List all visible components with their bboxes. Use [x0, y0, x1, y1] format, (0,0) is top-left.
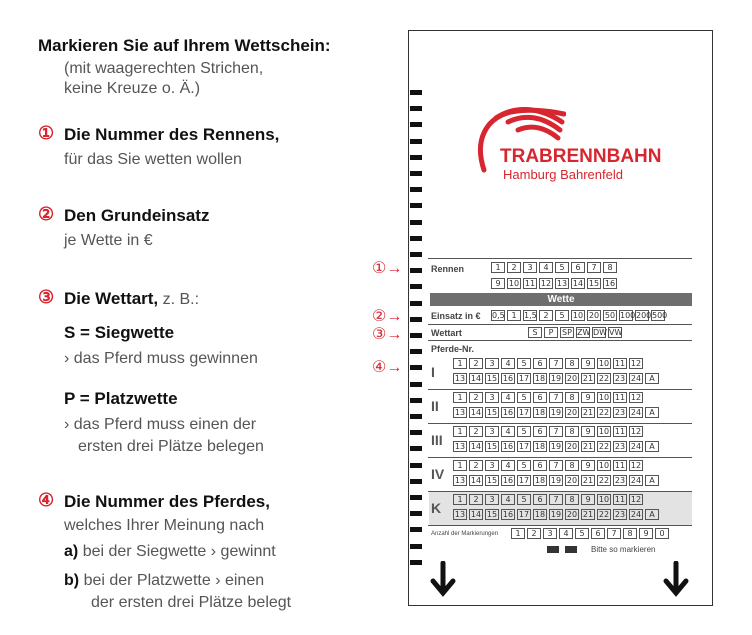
pferde-box[interactable]: 8 — [565, 460, 579, 471]
timing-mark — [410, 365, 422, 370]
pferde-box[interactable]: 18 — [534, 442, 546, 451]
pferde-box[interactable]: 17 — [518, 442, 530, 451]
divider — [428, 525, 692, 526]
pferde-box[interactable]: 15 — [486, 408, 498, 417]
intro-title: Markieren Sie auf Ihrem Wettschein: — [38, 36, 331, 55]
platzwette-key: P = — [64, 389, 95, 408]
pferde-box[interactable]: 15 — [486, 374, 498, 383]
wette-header: Wette — [430, 293, 692, 306]
pferde-box[interactable]: 7 — [549, 358, 563, 369]
pferde-row — [453, 358, 643, 369]
wettart-box[interactable]: ZW — [577, 328, 591, 337]
timing-mark — [410, 430, 422, 435]
group-label: K — [431, 500, 442, 516]
rennen-box[interactable]: 10 — [508, 279, 520, 288]
rennen-box[interactable]: 8 — [603, 262, 617, 273]
pferde-box[interactable]: 17 — [518, 510, 530, 519]
step4-option-b — [64, 572, 264, 590]
marker-4: ④→ — [372, 359, 403, 376]
pferde-box[interactable]: 16 — [502, 442, 514, 451]
marker-3: ③→ — [372, 326, 403, 343]
pferde-box[interactable]: 6 — [533, 426, 547, 437]
divider — [428, 457, 692, 458]
pferde-box[interactable]: 17 — [518, 476, 530, 485]
wettart-box[interactable]: DW — [593, 328, 608, 337]
anzahl-box[interactable]: 3 — [543, 528, 557, 539]
pferde-row — [453, 426, 643, 437]
step3-heading — [64, 289, 199, 309]
pferde-box[interactable]: 1 — [453, 426, 467, 437]
hint-text: Bitte so markieren — [591, 545, 656, 554]
pferde-box[interactable]: 16 — [502, 408, 514, 417]
rennen-box[interactable]: 5 — [555, 262, 569, 273]
divider — [428, 324, 692, 325]
marker-1: ①→ — [372, 260, 403, 277]
timing-mark — [410, 90, 422, 95]
pferde-box[interactable]: 3 — [485, 460, 499, 471]
pferde-box[interactable]: 14 — [470, 408, 482, 417]
rennen-box[interactable]: 7 — [587, 262, 601, 273]
pferde-box[interactable]: 4 — [501, 392, 515, 403]
platzwette-desc2: ersten drei Plätze belegen — [78, 438, 264, 455]
pferde-box[interactable]: 12 — [630, 461, 642, 470]
step3-title: Die Wettart, — [64, 289, 159, 308]
timing-mark — [410, 349, 422, 354]
pferde-box[interactable]: 7 — [549, 392, 563, 403]
step3-number: ③ — [38, 287, 55, 307]
pferde-box[interactable]: 4 — [501, 494, 515, 505]
pferde-box[interactable]: 13 — [454, 408, 466, 417]
pferde-row — [453, 373, 659, 384]
timing-mark — [410, 171, 422, 176]
timing-mark — [410, 139, 422, 144]
pferde-box[interactable]: 9 — [581, 426, 595, 437]
anzahl-row — [511, 528, 669, 539]
pferde-box[interactable]: 1 — [453, 392, 467, 403]
down-arrow-icon — [430, 561, 456, 597]
pferde-box[interactable]: 18 — [534, 408, 546, 417]
pferde-box[interactable]: 23 — [614, 476, 626, 485]
anzahl-box[interactable]: 0 — [655, 528, 669, 539]
einsatz-label: Einsatz in € — [431, 311, 481, 321]
pferde-box[interactable]: 23 — [614, 408, 626, 417]
pferde-box[interactable]: 16 — [502, 510, 514, 519]
anzahl-box[interactable]: 4 — [559, 528, 573, 539]
pferde-box[interactable]: 4 — [501, 426, 515, 437]
divider — [428, 423, 692, 424]
pferde-row — [453, 407, 659, 418]
pferde-row — [453, 441, 659, 452]
sample-mark — [547, 546, 559, 553]
rennen-box[interactable]: 12 — [540, 279, 552, 288]
siegwette-label — [64, 323, 174, 343]
pferde-box[interactable]: 21 — [582, 408, 594, 417]
divider — [428, 389, 692, 390]
pferde-box[interactable]: 12 — [630, 393, 642, 402]
wettart-box[interactable]: P — [544, 327, 558, 338]
pferde-box[interactable]: 5 — [517, 358, 531, 369]
pferde-box[interactable]: 10 — [598, 359, 610, 368]
pferde-box[interactable]: 1 — [453, 494, 467, 505]
pferde-box[interactable]: 3 — [485, 494, 499, 505]
pferde-box[interactable]: 7 — [549, 460, 563, 471]
timing-mark — [410, 495, 422, 500]
pferde-box[interactable]: 3 — [485, 358, 499, 369]
pferde-box[interactable]: 15 — [486, 476, 498, 485]
timing-mark — [410, 187, 422, 192]
pferde-box[interactable]: 11 — [614, 495, 626, 504]
pferde-box[interactable]: 13 — [454, 510, 466, 519]
step4-title: Die Nummer des Pferdes, — [64, 492, 270, 511]
pferde-box[interactable]: 22 — [598, 510, 610, 519]
divider — [428, 340, 692, 341]
pferde-box[interactable]: 20 — [566, 374, 578, 383]
pferde-box[interactable]: 20 — [566, 408, 578, 417]
pferde-box[interactable]: 19 — [550, 476, 562, 485]
step4-option-a — [64, 543, 276, 561]
pferde-box[interactable]: 24 — [630, 374, 642, 383]
rennen-box[interactable]: 11 — [524, 279, 536, 288]
pferde-row — [453, 494, 643, 505]
pferde-box[interactable]: 23 — [614, 442, 626, 451]
pferde-box[interactable]: A — [645, 475, 659, 486]
siegwette-desc: › das Pferd muss gewinnen — [64, 350, 258, 367]
pferde-box[interactable]: 9 — [581, 392, 595, 403]
option-a-text: bei der Siegwette › gewinnt — [82, 543, 276, 560]
pferde-box[interactable]: 2 — [469, 460, 483, 471]
pferde-box[interactable]: 21 — [582, 442, 594, 451]
step1-number: ① — [38, 123, 55, 143]
pferde-box[interactable]: 11 — [614, 359, 626, 368]
pferde-box[interactable]: 3 — [485, 392, 499, 403]
step3-title-suffix: z. B.: — [162, 291, 200, 308]
option-b-key: b) — [64, 572, 80, 589]
sample-mark — [565, 546, 577, 553]
pferde-box[interactable]: 18 — [534, 476, 546, 485]
timing-mark — [410, 382, 422, 387]
pferde-row — [453, 460, 643, 471]
rennen-box[interactable]: 1 — [491, 262, 505, 273]
timing-mark — [410, 333, 422, 338]
step4-desc: welches Ihrer Meinung nach — [64, 517, 265, 534]
einsatz-box[interactable]: 20 — [588, 311, 600, 320]
group-label: III — [431, 432, 443, 448]
pferde-box[interactable]: 15 — [486, 510, 498, 519]
pferde-box[interactable]: 24 — [630, 476, 642, 485]
rennen-box[interactable]: 13 — [556, 279, 568, 288]
einsatz-box[interactable]: 200 — [636, 311, 652, 320]
pferde-box[interactable]: 6 — [533, 358, 547, 369]
step4-number: ④ — [38, 490, 55, 510]
pferde-box[interactable]: 7 — [549, 494, 563, 505]
step1-desc: für das Sie wetten wollen — [64, 151, 242, 168]
timing-mark — [410, 544, 422, 549]
timing-mark — [410, 155, 422, 160]
logo-title: TRABRENNBAHN — [500, 146, 662, 167]
pferde-box[interactable]: 12 — [630, 427, 642, 436]
pferde-box[interactable]: 10 — [598, 461, 610, 470]
pferde-box[interactable]: 6 — [533, 460, 547, 471]
timing-mark — [410, 317, 422, 322]
pferde-box[interactable]: 1 — [453, 460, 467, 471]
rennen-box[interactable]: 4 — [539, 262, 553, 273]
pferde-box[interactable]: 20 — [566, 510, 578, 519]
pferde-box[interactable]: 22 — [598, 408, 610, 417]
pferde-box[interactable]: 16 — [502, 476, 514, 485]
rennen-box[interactable]: 3 — [523, 262, 537, 273]
pferde-box[interactable]: 23 — [614, 374, 626, 383]
pferde-box[interactable]: 15 — [486, 442, 498, 451]
einsatz-row — [491, 310, 668, 321]
rennen-box[interactable]: 15 — [588, 279, 600, 288]
einsatz-box[interactable]: 100 — [620, 311, 636, 320]
pferde-box[interactable]: 14 — [470, 510, 482, 519]
pferde-box[interactable]: 16 — [502, 374, 514, 383]
timing-mark — [410, 122, 422, 127]
pferde-box[interactable]: 6 — [533, 494, 547, 505]
pferde-box[interactable]: 22 — [598, 442, 610, 451]
pferde-box[interactable]: A — [645, 509, 659, 520]
pferde-box[interactable]: 14 — [470, 476, 482, 485]
pferde-box[interactable]: 13 — [454, 374, 466, 383]
pferde-box[interactable]: A — [645, 407, 659, 418]
pferde-box[interactable]: 22 — [598, 374, 610, 383]
einsatz-box[interactable]: 0,5 — [492, 311, 505, 320]
pferde-box[interactable]: 11 — [614, 427, 626, 436]
pferde-box[interactable]: 19 — [550, 374, 562, 383]
platzwette-value: Platzwette — [94, 389, 178, 408]
pferde-box[interactable]: A — [645, 373, 659, 384]
pferde-box[interactable]: 22 — [598, 476, 610, 485]
marker-2: ②→ — [372, 308, 403, 325]
pferde-box[interactable]: 1 — [453, 358, 467, 369]
rennen-box[interactable]: 14 — [572, 279, 584, 288]
einsatz-box[interactable]: 5 — [555, 310, 569, 321]
rennen-label: Rennen — [431, 264, 465, 274]
pferde-box[interactable]: 21 — [582, 510, 594, 519]
timing-mark — [410, 414, 422, 419]
anzahl-box[interactable]: 9 — [639, 528, 653, 539]
group-label: I — [431, 364, 435, 380]
timing-mark — [410, 236, 422, 241]
pferde-box[interactable]: 17 — [518, 374, 530, 383]
logo-subtitle: Hamburg Bahrenfeld — [503, 167, 623, 182]
pferde-box[interactable]: A — [645, 441, 659, 452]
wettart-box[interactable]: SP — [560, 327, 574, 338]
einsatz-box[interactable]: 2 — [539, 310, 553, 321]
pferde-box[interactable]: 18 — [534, 374, 546, 383]
pferde-box[interactable]: 12 — [630, 495, 642, 504]
anzahl-box[interactable]: 2 — [527, 528, 541, 539]
timing-mark — [410, 106, 422, 111]
intro-sub2: keine Kreuze o. Ä.) — [64, 80, 201, 97]
timing-mark — [410, 527, 422, 532]
down-arrow-icon — [663, 561, 689, 597]
rennen-row-1 — [491, 262, 617, 273]
pferde-box[interactable]: 4 — [501, 460, 515, 471]
option-a-key: a) — [64, 543, 79, 560]
pferde-box[interactable]: 10 — [598, 427, 610, 436]
anzahl-box[interactable]: 7 — [607, 528, 621, 539]
pferde-box[interactable]: 10 — [598, 393, 610, 402]
rennen-box[interactable]: 6 — [571, 262, 585, 273]
timing-mark — [410, 301, 422, 306]
pferde-box[interactable]: 8 — [565, 392, 579, 403]
pferde-box[interactable]: 5 — [517, 392, 531, 403]
platzwette-label — [64, 389, 178, 409]
group-label: IV — [431, 466, 445, 482]
step2-number: ② — [38, 204, 55, 224]
anzahl-box[interactable]: 1 — [511, 528, 525, 539]
pferde-box[interactable]: 3 — [485, 426, 499, 437]
timing-mark — [410, 560, 422, 565]
pferde-box[interactable]: 11 — [614, 461, 626, 470]
group-label: II — [431, 398, 439, 414]
pferde-box[interactable]: 9 — [581, 358, 595, 369]
pferde-box[interactable]: 19 — [550, 408, 562, 417]
pferde-box[interactable]: 19 — [550, 442, 562, 451]
pferde-box[interactable]: 8 — [565, 426, 579, 437]
pferde-box[interactable]: 8 — [565, 494, 579, 505]
step1-title: Die Nummer des Rennens, — [64, 125, 280, 144]
pferde-box[interactable]: 19 — [550, 510, 562, 519]
anzahl-box[interactable]: 5 — [575, 528, 589, 539]
pferde-box[interactable]: 24 — [630, 510, 642, 519]
wettart-box[interactable]: VW — [609, 328, 623, 337]
pferde-box[interactable]: 5 — [517, 494, 531, 505]
wettart-row — [528, 327, 622, 338]
wettart-label: Wettart — [431, 328, 462, 338]
pferde-row — [453, 392, 643, 403]
pferde-row — [453, 509, 659, 520]
divider — [428, 258, 692, 259]
timing-mark — [410, 252, 422, 257]
step2-title: Den Grundeinsatz — [64, 206, 210, 225]
timing-mark — [410, 203, 422, 208]
pferde-box[interactable]: 11 — [614, 393, 626, 402]
step2-desc: je Wette in € — [64, 232, 153, 249]
pferde-box[interactable]: 9 — [581, 460, 595, 471]
timing-mark — [410, 398, 422, 403]
rennen-box[interactable]: 9 — [491, 278, 505, 289]
timing-mark — [410, 284, 422, 289]
pferde-box[interactable]: 12 — [630, 359, 642, 368]
pferde-box[interactable]: 9 — [581, 494, 595, 505]
rennen-box[interactable]: 16 — [604, 279, 616, 288]
pferde-box[interactable]: 14 — [470, 442, 482, 451]
anzahl-label: Anzahl der Markierungen — [431, 531, 499, 537]
timing-mark — [410, 463, 422, 468]
wettart-box[interactable]: S — [528, 327, 542, 338]
rennen-row-2 — [491, 278, 617, 289]
pferde-box[interactable]: 2 — [469, 358, 483, 369]
pferde-box[interactable]: 24 — [630, 442, 642, 451]
rennen-box[interactable]: 2 — [507, 262, 521, 273]
pferde-box[interactable]: 2 — [469, 494, 483, 505]
pferde-box[interactable]: 7 — [549, 426, 563, 437]
einsatz-box[interactable]: 50 — [604, 311, 616, 320]
timing-mark — [410, 511, 422, 516]
einsatz-box[interactable]: 500 — [652, 311, 668, 320]
pferde-box[interactable]: 10 — [598, 495, 610, 504]
pferde-label: Pferde-Nr. — [431, 344, 475, 354]
siegwette-value: Siegwette — [94, 323, 175, 342]
pferde-box[interactable]: 2 — [469, 392, 483, 403]
einsatz-box[interactable]: 1 — [507, 310, 521, 321]
timing-mark — [410, 479, 422, 484]
pferde-box[interactable]: 14 — [470, 374, 482, 383]
pferde-box[interactable]: 23 — [614, 510, 626, 519]
pferde-box[interactable]: 21 — [582, 476, 594, 485]
einsatz-box[interactable]: 1,5 — [524, 311, 537, 320]
option-b-text2: der ersten drei Plätze belegt — [91, 594, 292, 611]
pferde-box[interactable]: 4 — [501, 358, 515, 369]
pferde-box[interactable]: 2 — [469, 426, 483, 437]
pferde-box[interactable]: 20 — [566, 442, 578, 451]
anzahl-box[interactable]: 8 — [623, 528, 637, 539]
pferde-box[interactable]: 20 — [566, 476, 578, 485]
intro-sub1: (mit waagerechten Strichen, — [64, 60, 264, 77]
pferde-box[interactable]: 18 — [534, 510, 546, 519]
pferde-box[interactable]: 24 — [630, 408, 642, 417]
einsatz-box[interactable]: 10 — [572, 311, 584, 320]
timing-mark — [410, 220, 422, 225]
pferde-box[interactable]: 6 — [533, 392, 547, 403]
option-b-text1: bei der Platzwette › einen — [83, 572, 265, 589]
platzwette-desc1: › das Pferd muss einen der — [64, 416, 257, 433]
pferde-box[interactable]: 8 — [565, 358, 579, 369]
pferde-row — [453, 475, 659, 486]
pferde-box[interactable]: 21 — [582, 374, 594, 383]
pferde-box[interactable]: 13 — [454, 476, 466, 485]
pferde-box[interactable]: 5 — [517, 460, 531, 471]
pferde-box[interactable]: 13 — [454, 442, 466, 451]
timing-mark — [410, 268, 422, 273]
siegwette-key: S = — [64, 323, 95, 342]
pferde-box[interactable]: 5 — [517, 426, 531, 437]
timing-mark — [410, 446, 422, 451]
anzahl-box[interactable]: 6 — [591, 528, 605, 539]
pferde-box[interactable]: 17 — [518, 408, 530, 417]
